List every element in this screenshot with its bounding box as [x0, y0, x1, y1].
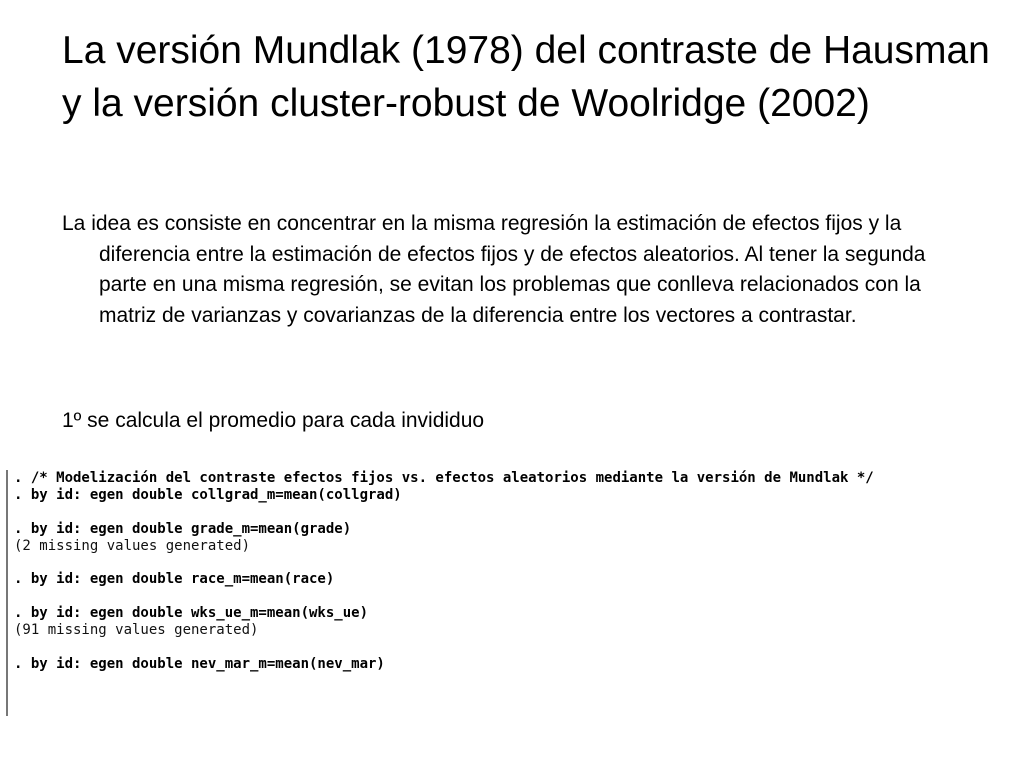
code-line-race: . by id: egen double race_m=mean(race)	[14, 571, 335, 588]
code-line-collgrad: . by id: egen double collgrad_m=mean(collgrad)	[14, 486, 402, 503]
stata-output-screenshot	[6, 470, 1016, 716]
code-line-grade-result: (2 missing values generated)	[14, 537, 251, 554]
code-line-blank	[14, 639, 1016, 656]
code-line-blank	[14, 554, 1016, 571]
code-line-nev-mar: . by id: egen double nev_mar_m=mean(nev_mar)	[14, 655, 385, 672]
code-line-blank	[14, 504, 1016, 521]
slide-body	[62, 209, 962, 331]
code-line-grade: . by id: egen double grade_m=mean(grade)	[14, 520, 352, 537]
code-line-blank	[14, 673, 1016, 690]
code-line-wks-ue-result: (91 missing values generated)	[14, 622, 259, 639]
code-line-comment: . /* Modelización del contraste efectos fijos vs. efectos aleatorios mediante la versión de Mundlak */	[14, 470, 874, 486]
code-line-blank	[14, 588, 1016, 605]
intro-paragraph: La idea es consiste en concentrar en la misma regresión la estimación de efectos fijos y la diferencia entre la estimación de efectos fijos y de efectos aleatorios. Al tener la segunda parte en una misma regresión, se evitan los problemas que conlleva relacionados con la matriz de varianzas y covarianzas de la diferencia entre los vectores a contrastar.	[62, 212, 926, 327]
step-one-text: 1º se calcula el promedio para cada invididuo	[62, 409, 485, 432]
code-line-wks-ue: . by id: egen double wks_ue_m=mean(wks_ue)	[14, 605, 369, 622]
slide-title: La versión Mundlak (1978) del contraste de Hausman y la versión cluster-robust de Woolridge (2002)	[62, 29, 990, 125]
